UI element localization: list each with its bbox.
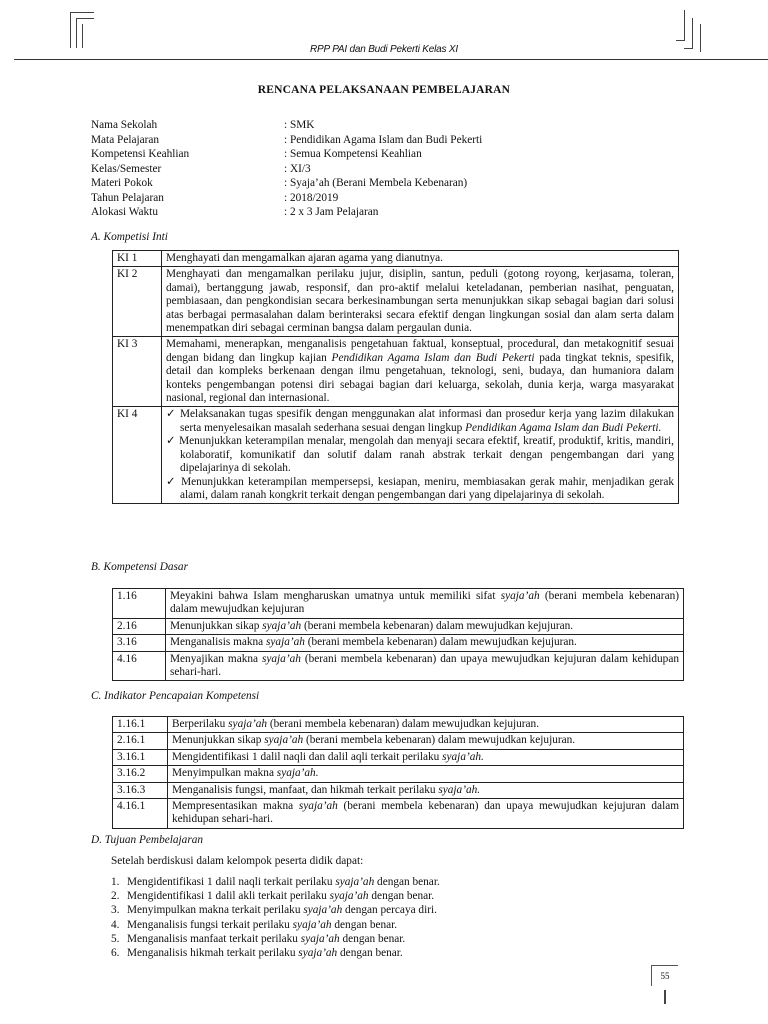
table-row (113, 651, 684, 681)
ki-code: KI 2 (113, 267, 162, 337)
list-item: 3. Menyimpulkan makna terkait perilaku syaja’ah dengan percaya diri. (111, 904, 437, 917)
kd-code: 1.16 (113, 589, 166, 619)
indikator-text: Berperilaku syaja’ah (berani membela kebenaran) dalam mewujudkan kejujuran. (168, 717, 684, 733)
identity-label: Nama Sekolah (91, 119, 158, 131)
section-d-heading: D. Tujuan Pembelajaran (91, 834, 204, 846)
identity-row (91, 147, 482, 162)
table-row (113, 251, 679, 267)
table-row (113, 766, 684, 782)
indikator-text: Menyimpulkan makna syaja’ah. (168, 766, 684, 782)
table-row (113, 267, 679, 337)
identity-block (91, 118, 482, 220)
kd-code: 3.16 (113, 635, 166, 651)
kd-text: Menganalisis makna syaja’ah (berani membela kebenaran) dalam mewujudkan kejujuran. (166, 635, 684, 651)
kd-text: Menunjukkan sikap syaja’ah (berani membela kebenaran) dalam mewujudkan kejujuran. (166, 618, 684, 634)
list-item: 4. Menganalisis fungsi terkait perilaku syaja’ah dengan benar. (111, 918, 398, 931)
identity-value: : Syaja’ah (Berani Membela Kebenaran) (284, 177, 468, 189)
tujuan-list (111, 875, 440, 960)
table-row (113, 717, 684, 733)
section-a-heading: A. Kompetisi Inti (91, 231, 168, 243)
indikator-table (112, 716, 684, 829)
ki-text: Menghayati dan mengamalkan perilaku jujur, disiplin, santun, peduli (gotong royong, kerjasama, toleran, damai), bertanggung jawab, responsif, dan pro-aktif melalui keteladanan, pemberian nasihat, penguatan, pembiasaan, dan pengkondisian secara berkesinambungan serta menunjukkan sikap sebagai bagian dari solusi atas berbagai permasalahan dalam berinteraksi secara efektif dengan lingkungan sosial dan alam serta dalam menempatkan diri sebagai cerminan bangsa dalam pergaulan dunia. (162, 267, 679, 337)
checklist-item: ✓ Menunjukkan keterampilan menalar, mengolah dan menyaji secara efektif, kreatif, produktif, kritis, mandiri, kolaboratif, komunikatif dan solutif dalam ranah abstrak terkait dengan pengembangan dari yang dipelajarinya di sekolah. (166, 435, 674, 475)
kd-text: Menyajikan makna syaja’ah (berani membela kebenaran) dan upaya mewujudkan kejujuran dalam kehidupan sehari-hari. (166, 651, 684, 681)
identity-value: : SMK (284, 119, 315, 131)
identity-value: : 2018/2019 (284, 191, 339, 204)
identity-label: Kompetensi Keahlian (91, 148, 190, 160)
identity-row (91, 191, 482, 206)
identity-value: : Semua Kompetensi Keahlian (284, 148, 422, 160)
ki-text: Menghayati dan mengamalkan ajaran agama yang dianutnya. (162, 251, 679, 267)
identity-row (91, 205, 482, 220)
list-item: 6. Menganalisis hikmah terkait perilaku syaja’ah dengan benar. (111, 946, 403, 959)
section-c-heading: C. Indikator Pencapaian Kompetensi (91, 690, 260, 702)
ki-code: KI 4 (113, 407, 162, 504)
table-row (113, 337, 679, 407)
check-icon: ✓ (166, 475, 182, 488)
check-icon: ✓ (166, 408, 180, 421)
header-rule (14, 59, 768, 60)
kd-code: 2.16 (113, 618, 166, 634)
indikator-text: Mempresentasikan makna syaja’ah (berani membela kebenaran) dan upaya mewujudkan kejujuran dalam kehidupan sehari-hari. (168, 799, 684, 829)
indikator-text: Menganalisis fungsi, manfaat, dan hikmah terkait perilaku syaja’ah. (168, 782, 684, 798)
table-row (113, 635, 684, 651)
checklist-item: ✓ Melaksanakan tugas spesifik dengan menggunakan alat informasi dan prosedur kerja yang lazim dilakukan serta menyelesaikan masalah sederhana sesuai dengan lingkup Pendidikan Agama Islam dan Budi Pekerti. (166, 408, 674, 434)
identity-value: : Pendidikan Agama Islam dan Budi Pekerti (284, 133, 483, 146)
checklist-item: ✓ Menunjukkan keterampilan mempersepsi, kesiapan, meniru, membiasakan gerak mahir, menjadikan gerak alami, dalam ranah kongkrit terkait dengan pengembangan dari yang dipelajarinya di sekolah. (166, 475, 674, 501)
ki-code: KI 3 (113, 337, 162, 407)
ki-text (162, 407, 679, 504)
ki-text: Memahami, menerapkan, menganalisis pengetahuan faktual, konseptual, procedural, dan metakognitif sesuai dengan bidang dan lingkup kajian Pendidikan Agama Islam dan Budi Pekerti pada tingkat teknis, spesifik, detail dan kompleks berkenaan dengan ilmu pengetahuan, teknologi, seni, budaya, dan humaniora dalam konteks pengembangan potensi diri sebagai bagian dari keluarga, sekolah, dunia kerja, warga masyarakat nasional, regional dan internasional. (162, 337, 679, 407)
identity-row (91, 162, 482, 177)
running-header: RPP PAI dan Budi Pekerti Kelas XI (310, 44, 458, 55)
identity-row (91, 118, 482, 133)
table-row (113, 749, 684, 765)
indikator-text: Mengidentifikasi 1 dalil naqli dan dalil aqli terkait perilaku syaja’ah. (168, 749, 684, 765)
list-item: 5. Menganalisis manfaat terkait perilaku syaja’ah dengan benar. (111, 932, 406, 945)
page-mark (664, 990, 666, 1004)
table-row (113, 618, 684, 634)
indikator-text: Menunjukkan sikap syaja’ah (berani membela kebenaran) dalam mewujudkan kejujuran. (168, 733, 684, 749)
indikator-code: 2.16.1 (113, 733, 168, 749)
identity-value: : XI/3 (284, 162, 311, 175)
list-item: 1. Mengidentifikasi 1 dalil naqli terkait perilaku syaja’ah dengan benar. (111, 876, 440, 888)
indikator-code: 3.16.3 (113, 782, 168, 798)
kd-code: 4.16 (113, 651, 166, 681)
identity-row (91, 176, 482, 191)
check-icon: ✓ (166, 435, 180, 448)
section-b-heading: B. Kompetensi Dasar (91, 561, 188, 573)
identity-label: Kelas/Semester (91, 162, 162, 175)
identity-label: Tahun Pelajaran (91, 191, 164, 204)
identity-value: : 2 x 3 Jam Pelajaran (284, 206, 379, 218)
kd-text: Meyakini bahwa Islam mengharuskan umatnya untuk memiliki sifat syaja’ah (berani membela kebenaran) dalam mewujudkan kejujuran (166, 589, 684, 619)
section-d-intro: Setelah berdiskusi dalam kelompok peserta didik dapat: (111, 855, 364, 867)
table-row (113, 733, 684, 749)
identity-label: Alokasi Waktu (91, 206, 158, 218)
indikator-code: 3.16.2 (113, 766, 168, 782)
kompetensi-inti-table (112, 250, 679, 504)
table-row (113, 799, 684, 829)
document-title: RENCANA PELAKSANAAN PEMBELAJARAN (257, 84, 511, 96)
indikator-code: 4.16.1 (113, 799, 168, 829)
table-row (113, 589, 684, 619)
table-row (113, 782, 684, 798)
table-row (113, 407, 679, 504)
identity-row (91, 133, 482, 148)
page-number: 55 (651, 965, 678, 986)
ki-code: KI 1 (113, 251, 162, 267)
list-item: 2. Mengidentifikasi 1 dalil akli terkait perilaku syaja’ah dengan benar. (111, 890, 435, 903)
indikator-code: 3.16.1 (113, 749, 168, 765)
identity-label: Mata Pelajaran (91, 133, 160, 146)
kompetensi-dasar-table (112, 588, 684, 681)
identity-label: Materi Pokok (91, 177, 153, 189)
indikator-code: 1.16.1 (113, 717, 168, 733)
